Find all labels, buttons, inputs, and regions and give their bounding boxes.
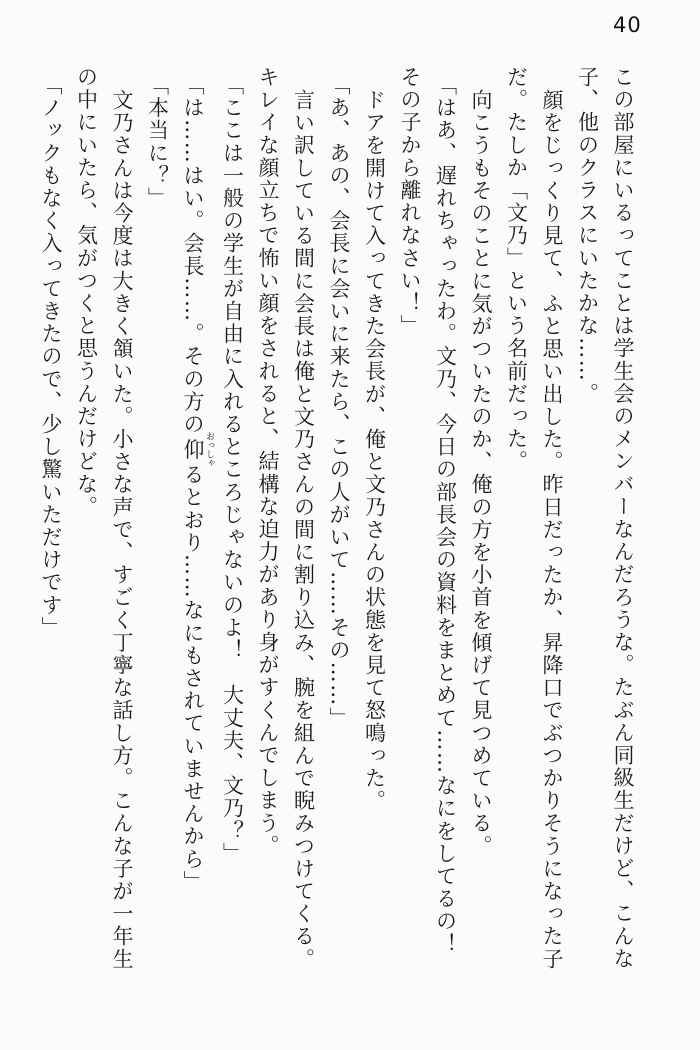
text-column: 「はあ、遅れちゃったわ。文乃、今日の部長会の資料をまとめて……なにをしてるの！ [433, 74, 458, 956]
text-column: の中にいたら、気がつくと思うんだけどな。 [74, 66, 99, 518]
text-segment: 「は……はい。会長……。その方の [181, 74, 205, 436]
text-column: その子から離れなさい！」 [398, 66, 422, 338]
vertical-text-block [33, 66, 641, 1014]
text-column: ドアを開けて入ってきた会長が、俺と文乃さんの状態を見て怒鳴った。 [362, 89, 387, 813]
text-column: 子、他のクラスにいたかな……。 [575, 66, 600, 405]
ruby-furigana: おっしゃ [204, 431, 214, 468]
page-number: 40 [613, 13, 642, 37]
text-column: 向こうもそのことに気がついたのか、俺の方を小首を傾げて見つめている。 [469, 89, 493, 858]
text-segment: るとおり……なにもされていませんから」 [181, 463, 205, 893]
text-column-with-ruby [175, 66, 215, 1022]
text-column: 文乃さんは今度は大きく頷いた。小さな声で、すごく丁寧な話し方。こんな子が一年生 [110, 89, 134, 971]
text-column: 「ノックもなく入ってきたので、少し驚いただけです」 [39, 74, 63, 639]
text-column: 「ここは一般の学生が自由に入れるところじゃないのよ！ 大丈夫、文乃？」 [220, 74, 245, 865]
text-column: キレイな顔立ちで怖い顔をされると、結構な迫力があり身がすくんでしまう。 [256, 66, 280, 857]
text-column: だ。たしか「文乃」という名前だった。 [504, 66, 529, 473]
ruby-base: 仰 [181, 431, 205, 468]
text-column: 「本当に？」 [145, 74, 170, 210]
text-column: 言い訳している間に会長は俺と文乃さんの間に割り込み、腕を組んで睨みつけてくる。 [291, 89, 316, 971]
ruby-annotation [181, 431, 214, 468]
text-column: 「あ、あの、会長に会いに来たら、この人がいて……その……」 [327, 74, 351, 730]
text-column: この部屋にいるってことは学生会のメンバーなんだろうな。たぶん同級生だけど、こんな [611, 66, 635, 970]
text-column: 顔をじっくり見て、ふと思い出した。昨日だったか、昇降口でぶつかりそうになった子 [540, 89, 564, 971]
